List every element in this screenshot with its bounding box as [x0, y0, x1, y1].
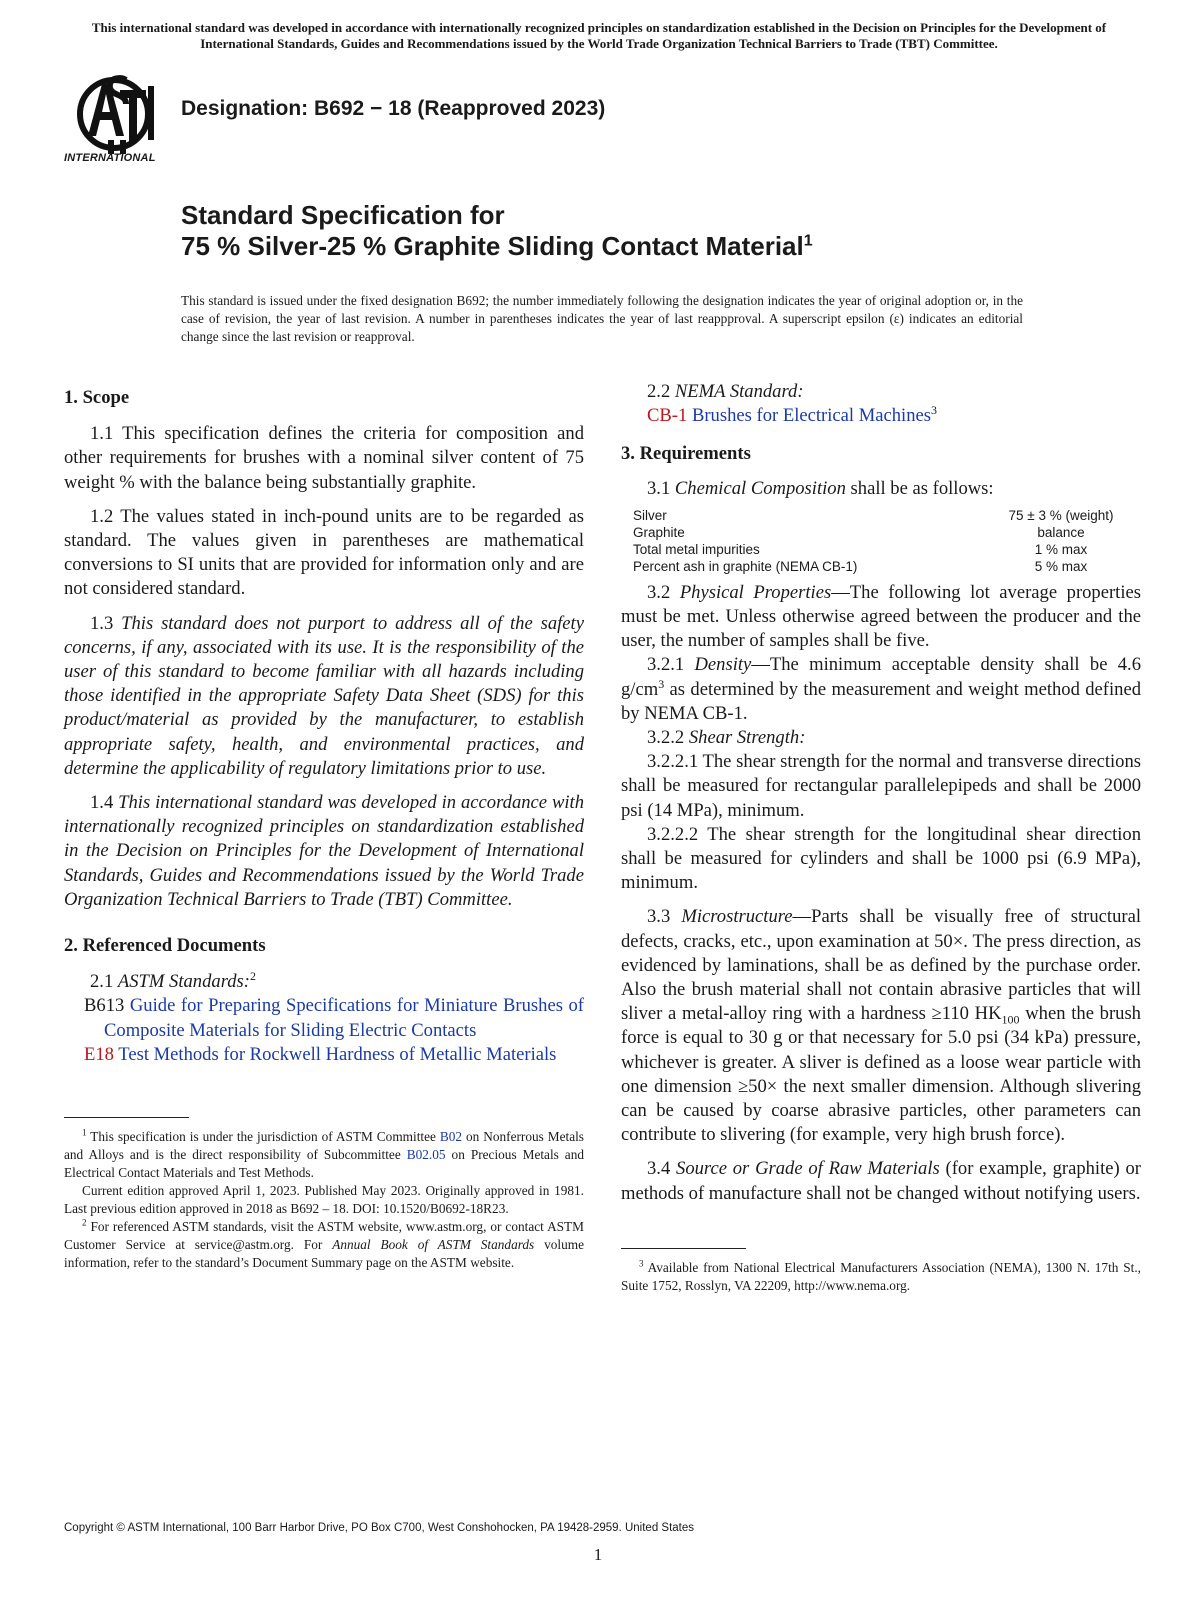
footnote-2: [64, 1218, 584, 1272]
composition-value: balance: [1037, 524, 1085, 540]
para-2-1-label: ASTM Standards:: [117, 971, 250, 993]
para-3-2: [621, 581, 1141, 654]
document-title: [181, 200, 813, 262]
composition-value: 1 % max: [1034, 541, 1088, 557]
footnote-2-italic: Annual Book of ASTM Standards: [332, 1237, 535, 1253]
footnote-3-mark: 3: [639, 1258, 644, 1269]
scope-heading: 1. Scope: [64, 387, 130, 408]
para-2-2: [621, 380, 1141, 404]
para-3-1-label: Chemical Composition: [674, 477, 846, 499]
para-3-1-num: 3.1: [647, 477, 671, 499]
para-1-4-num: 1.4: [90, 792, 114, 814]
para-3-2-2-label: Shear Strength:: [688, 727, 806, 749]
para-3-2-1-a: —The minimum acceptable density shall be 4.6 g/cm: [621, 654, 1141, 700]
para-1-2: 1.2 The values stated in inch-pound units are to be regarded as standard. The values given in parentheses are mathematical conversions to SI units that are provided for information only and are not considered standard.: [64, 505, 584, 600]
ref-e18-code[interactable]: E18: [84, 1043, 114, 1065]
ref-b613-code[interactable]: B613: [84, 995, 125, 1017]
para-2-2-num: 2.2: [647, 381, 671, 402]
footnote-1-a: This specification is under the jurisdiction of ASTM Committee: [90, 1129, 436, 1145]
footer-copyright: Copyright © ASTM International, 100 Barr Harbor Drive, PO Box C700, West Conshohocken, PA 19428-2959. United States: [64, 1522, 695, 1534]
footnote-2-b: volume information, refer to the standard’s Document Summary page on the ASTM website.: [64, 1237, 585, 1271]
para-3-2-num: 3.2: [647, 581, 671, 603]
para-3-2-1-b: as determined by the measurement and weight method defined by NEMA CB-1.: [621, 678, 1141, 724]
para-3-3-label: Microstructure: [681, 906, 793, 928]
para-2-2-label: NEMA Standard:: [674, 381, 804, 402]
page-number: 1: [593, 1545, 603, 1564]
para-3-2-1-sup: 3: [658, 676, 665, 691]
para-3-2-label: Physical Properties: [679, 581, 832, 603]
footnote-1-edition: Current edition approved April 1, 2023. Published May 2023. Originally approved in 1981. Last previous edition approved in 2018 as B692 – 18. DOI: 10.1520/B0692-18R23.: [64, 1183, 584, 1217]
footnote-3-text: Available from National Electrical Manufacturers Association (NEMA), 1300 N. 17th St., Suite 1752, Rosslyn, VA 22209, http://www.nema.org.: [621, 1259, 1141, 1293]
para-3-3-b: when the brush force is equal to 30 g or that necessary for 5.0 psi (34 kPa) pressure, whichever is greater. A sliver is defined as a loose wear particle with one dimension ≥50× the next smaller dimension. Although slivering can be caused by coarse abrasive particles, other parameters can contribute to slivering (for example, very high brush force).: [621, 1003, 1141, 1146]
logo-text: INTERNATIONAL: [64, 152, 156, 164]
para-2-1-mark: 2: [249, 969, 256, 984]
right-column: [621, 381, 1141, 1295]
para-3-3-num: 3.3: [647, 906, 671, 928]
footnote-1-b0205-link[interactable]: B02.05: [406, 1147, 446, 1163]
footnote-2-mark: 2: [82, 1217, 87, 1228]
para-3-3: [621, 905, 1141, 1147]
left-column: [64, 386, 584, 1272]
para-3-2-1-num: 3.2.1: [647, 654, 685, 676]
ref-cb1-mark: 3: [931, 403, 938, 418]
ref-b613: [64, 994, 584, 1042]
top-notice: This international standard was developed in accordance with internationally recognized principles on standardization established in the Decision on Principles for the Development of International Standards, Guides and Recommendations issued by the World Trade Organization Technical Barriers to Trade (TBT) Committee.: [91, 20, 1107, 51]
para-3-2-2-num: 3.2.2: [647, 727, 685, 749]
composition-value: 5 % max: [1034, 558, 1088, 574]
para-3-4-label: Source or Grade of Raw Materials: [676, 1158, 940, 1180]
composition-value: 75 ± 3 % (weight): [1008, 507, 1114, 523]
title-line-1: Standard Specification for: [181, 200, 505, 230]
composition-table: [621, 507, 1141, 575]
para-3-2-2-1: 3.2.2.1 The shear strength for the normal and transverse directions shall be measured for rectangular parallelepipeds and shall be 2000 psi (14 MPa), minimum.: [621, 751, 1141, 821]
para-3-4: [621, 1157, 1141, 1205]
para-2-1-num: 2.1: [90, 971, 114, 993]
ref-e18: [64, 1043, 584, 1067]
para-3-2-rest: —The following lot average properties must be met. Unless otherwise agreed between the producer and the user, the number of samples shall be five.: [621, 581, 1141, 652]
para-1-3: [64, 612, 584, 781]
ref-b613-link[interactable]: Guide for Preparing Specifications for Miniature Brushes of Composite Materials for Sliding Electric Contacts: [104, 995, 584, 1041]
para-2-1: [64, 970, 584, 994]
para-3-4-rest: (for example, graphite) or methods of manufacture shall not be changed without notifying users.: [621, 1158, 1141, 1204]
title-line-2: [181, 231, 813, 262]
para-3-2-2-2: 3.2.2.2 The shear strength for the longitudinal shear direction shall be measured for cylinders and shall be 1000 psi (6.9 MPa), minimum.: [621, 823, 1141, 894]
para-1-4-text: This international standard was developed in accordance with internationally recognized principles on standardization established in the Decision on Principles for the Development of International Standards, Guides and Recommendations issued by the World Trade Organization Technical Barriers to Trade (TBT) Committee.: [64, 792, 584, 910]
composition-name: Graphite: [633, 524, 685, 540]
composition-name: Total metal impurities: [633, 541, 760, 557]
designation: Designation: B692 − 18 (Reapproved 2023): [181, 97, 606, 120]
table-row: [621, 507, 1141, 524]
para-3-2-1-label: Density: [694, 654, 752, 676]
para-3-2-1: [621, 653, 1141, 726]
ref-cb1-link[interactable]: Brushes for Electrical Machines: [691, 405, 932, 427]
para-3-3-sub: 100: [1001, 1012, 1020, 1027]
referenced-docs-heading: 2. Referenced Documents: [64, 935, 266, 957]
footnote-1-c: on Precious Metals and Electrical Contact Materials and Test Methods.: [64, 1147, 585, 1181]
footnote-1-b: on Nonferrous Metals and Alloys and is the direct responsibility of Subcommittee: [64, 1129, 584, 1163]
table-row: [621, 524, 1141, 541]
para-3-3-a: —Parts shall be visually free of structural defects, cracks, etc., upon examination at 50×. The press direction, as evidenced by laminations, shall be as defined by the purchase order. Also the brush material shall not contain abrasive particles that will sliver a metal-alloy ring with a hardness ≥110 HK: [621, 906, 1141, 1025]
title-footnote-mark: 1: [803, 232, 813, 250]
title-line-2-text: 75 % Silver-25 % Graphite Sliding Contact Material: [181, 231, 804, 261]
footnote-1-mark: 1: [82, 1127, 87, 1138]
footnote-2-a: For referenced ASTM standards, visit the ASTM website, www.astm.org, or contact ASTM Customer Service at service@astm.org. For: [64, 1219, 585, 1253]
para-1-1: 1.1 This specification defines the criteria for composition and other requirements for brushes with a nominal silver content of 75 weight % with the balance being substantially graphite.: [64, 423, 584, 493]
para-3-4-num: 3.4: [647, 1158, 671, 1180]
composition-name: Percent ash in graphite (NEMA CB-1): [633, 558, 858, 574]
para-3-1-rest: shall be as follows:: [850, 477, 994, 499]
para-1-3-num: 1.3: [90, 612, 114, 634]
ref-e18-link[interactable]: Test Methods for Rockwell Hardness of Metallic Materials: [118, 1043, 557, 1065]
ref-cb1-code[interactable]: CB-1: [647, 405, 688, 427]
footnote-3: [621, 1259, 1141, 1295]
requirements-heading: 3. Requirements: [621, 443, 751, 465]
table-row: [621, 558, 1141, 575]
composition-name: Silver: [633, 507, 667, 523]
para-3-2-2: [621, 726, 1141, 750]
para-1-3-text: This standard does not purport to address all of the safety concerns, if any, associated with its use. It is the responsibility of the user of this standard to become familiar with all hazards including those identified in the appropriate Safety Data Sheet (SDS) for this product/material as provided by the manufacturer, to establish appropriate safety, health, and environmental practices, and determine the applicability of regulatory limitations prior to use.: [64, 612, 584, 779]
para-3-1: [621, 477, 1141, 501]
table-row: [621, 541, 1141, 558]
issue-note: This standard is issued under the fixed designation B692; the number immediately following the designation indicates the year of original adoption or, in the case of revision, the year of last revision. A number in parentheses indicates the year of last reappproval. A superscript epsilon (ε) indicates an editorial change since the last revision or reapproval.: [181, 293, 1023, 344]
footnote-1-b02-link[interactable]: B02: [439, 1129, 463, 1145]
para-1-4: [64, 791, 584, 912]
footnote-1: [64, 1128, 584, 1182]
ref-cb1: [621, 404, 1141, 428]
